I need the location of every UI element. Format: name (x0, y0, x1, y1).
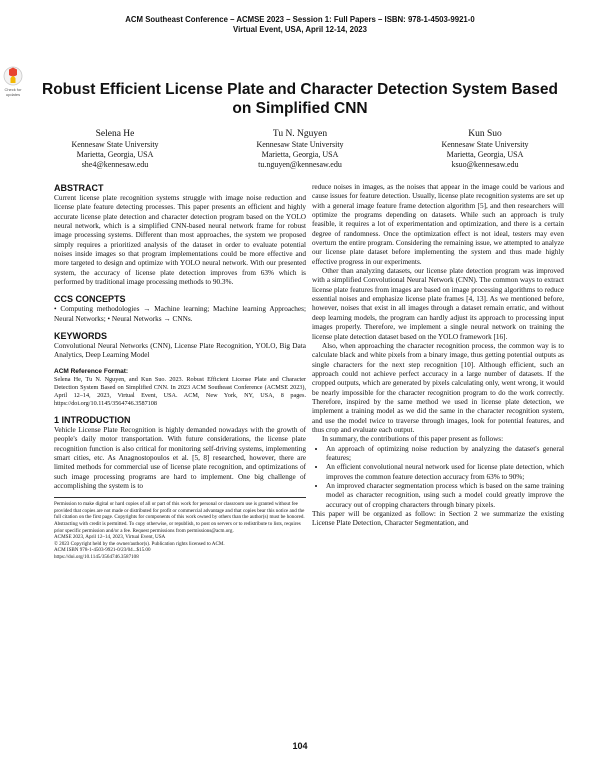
author-email[interactable]: ksuo@kennesaw.edu (451, 160, 519, 169)
ccs-heading: CCS CONCEPTS (54, 294, 126, 305)
permission-copyright: © 2023 Copyright held by the owner/author(s). Publication rights licensed to ACM. (54, 540, 225, 547)
list-item: • An improved character segmentation process which is based on the same training model as character recognition, using such a model could greatly improve the accuracy out of cropping characters through binary pixels. (326, 482, 564, 510)
author-affiliation: Kennesaw State University (441, 140, 529, 149)
paper-title: Robust Efficient License Plate and Character Detection System Based on Simplified CNN (42, 81, 558, 117)
body-paragraph: In summary, the contributions of this paper present as follows: (322, 435, 504, 444)
check-for-updates-badge[interactable] (3, 66, 23, 97)
author-email[interactable]: she4@kennesaw.edu (81, 160, 149, 169)
ccs-text: • Computing methodologies → Machine learning; Machine learning Approaches; Neural Networks; • Neural Networks → CNNs. (54, 305, 306, 323)
permission-doi[interactable]: https://doi.org/10.1145/3564746.3587108 (54, 553, 139, 560)
permission-isbn: ACM ISBN 978-1-4503-9921-0/23/04...$15.00 (54, 547, 151, 554)
body-paragraph: This paper will be organized as follow: in Section 2 we summarize the existing License Plate Detection, Character Segmentation, and (312, 510, 564, 528)
badge-label: Check for updates (4, 87, 22, 97)
author-affiliation: Kennesaw State University (71, 140, 159, 149)
contributions-list (312, 445, 564, 510)
abstract-heading: ABSTRACT (54, 183, 104, 193)
author-name: Kun Suo (468, 129, 502, 139)
body-paragraph: reduce noises in images, as the noises that appear in the image could be various and cause issues for feature detection. Usually, license plate recognition systems are set up with a general image feature frame detection algorithm [5], and then researchers will optimize the programs depending on datasets. While such an approach is truly feasible, it requires a lot of experimentation and optimization, and there is a certain degree of randomness. Once the optimization effect is not ideal, testers may even overturn the entire program. Considering the remaining issue, we attempted to analyze our license plate dataset before implementing the system and thus made highly effective progress in our experiments. (312, 183, 564, 266)
introduction-text: Vehicle License Plate Recognition is highly demanded nowadays with the growth of people's daily motor transportation. With future considerations, the license plate recognition function is also critical for monitoring self-driving systems, implementing smart cities, etc. As Anagnostopoulos et al. [5, 8] researched, however, there are limited methods for commercial use of license plate recognition, and optimizations of such image processing programs are hard to implement. One big challenge of accomplishing the system is to (54, 425, 306, 490)
conference-line-1: ACM Southeast Conference – ACMSE 2023 – Session 1: Full Papers – ISBN: 978-1-4503-9921-0 (125, 15, 475, 24)
permission-notice (54, 497, 306, 560)
right-column (312, 183, 564, 529)
author-location: Marietta, Georgia, USA (446, 150, 524, 159)
list-item: • An efficient convolutional neural network used for license plate detection, which improves the common feature detection accuracy from 63% to 90%; (326, 463, 564, 482)
body-paragraph: Other than analyzing datasets, our license plate detection program was improved with a simplified Convolutional Neural Network (CNN). The common ways to extract license plate features from images are based on image processing algorithms to reduce essential noises and emphasize license plate frames [4, 13]. As we mentioned before, however, noises that exist in all images through a dataset remain erratic, and without deep learning models, the program can hardly adjust its approach to processing input images properly. Therefore, we implement a single neural network on training the license plate detection dataset based on the YOLO framework [16]. (312, 267, 564, 341)
permission-venue: ACMSE 2023, April 12–14, 2023, Virtual Event, USA (54, 534, 166, 541)
author-2 (215, 128, 385, 170)
introduction-heading: 1 INTRODUCTION (54, 414, 131, 425)
keywords-text: Convolutional Neural Networks (CNN), License Plate Recognition, YOLO, Big Data Analytics, Deep Learning Model (54, 342, 306, 360)
conference-line-2: Virtual Event, USA, April 12-14, 2023 (233, 25, 367, 34)
author-affiliation: Kennesaw State University (256, 140, 344, 149)
author-email[interactable]: tu.nguyen@kennesaw.edu (258, 160, 342, 169)
abstract-text: Current license plate recognition systems struggle with image noise reduction and license plate feature detecting processes. This paper presents an efficient and highly accurate license plate detection and character detection program based on the YOLO neural network, which is a simplified CNN-based neural network frame for robust image processing systems. Different than most approaches, the system we proposed simply requires a prioritized analysis of the dataset in order to evaluate potential noises inside images so that program implementations could be more effective and more targeted to design and optimize with YOLO neural network. With our presented system, the accuracy of license plate detection improves from 63% which is performed by traditional image processing methods to 90.3%. (54, 194, 306, 287)
keywords-heading: KEYWORDS (54, 331, 108, 342)
author-location: Marietta, Georgia, USA (76, 150, 154, 159)
reference-format-heading: ACM Reference Format: (54, 367, 129, 375)
body-paragraph: Also, when approaching the character recognition process, the common way is to calculate black and white pixels from a binary image, thus getting potential outputs as single characters for the next step recognition [10]. Although efficient, such an approach could not achieve perfect accuracy in a large number of datasets. If the cropped outputs, which are generated by pixels calculating only, went wrong, it would be nearly impossible for the character recognition program to do the work correctly. Therefore, inspired by the same method we used in license plate detection, we implement a training model as we did the same in the character recognition system, and use the model twice to traverse through images, look for potential features, and thus crop and evaluate each output. (312, 341, 564, 434)
page-number: 104 (292, 741, 308, 751)
author-name: Selena He (95, 129, 135, 139)
author-block (30, 128, 570, 170)
left-column (54, 183, 306, 561)
author-location: Marietta, Georgia, USA (261, 150, 339, 159)
author-1 (30, 128, 200, 170)
permission-text: Permission to make digital or hard copies of all or part of this work for personal or classroom use is granted without fee provided that copies are not made or distributed for profit or commercial advantage and that copies bear this notice and the full citation on the first page. Copyrights for components of this work owned by others than the author(s) must be honored. Abstracting with credit is permitted. To copy otherwise, or republish, to post on servers or to redistribute to lists, requires prior specific permission and/or a fee. Request permissions from permissions@acm.org. (54, 501, 305, 534)
conference-header (0, 15, 600, 35)
author-3 (400, 128, 570, 170)
check-for-updates-icon (3, 66, 23, 86)
list-item: • An approach of optimizing noise reduction by analyzing the dataset's general features; (326, 445, 564, 464)
reference-format-text: Selena He, Tu N. Nguyen, and Kun Suo. 2023. Robust Efficient License Plate and Character Detection System Based on Simplified CNN. In 2023 ACM Southeast Conference (ACMSE 2023), April 12–14, 2023, Virtual Event, USA. ACM, New York, NY, USA, 8 pages. https://doi.org/10.1145/3564746.3587108 (54, 375, 306, 407)
author-name: Tu N. Nguyen (272, 129, 328, 139)
